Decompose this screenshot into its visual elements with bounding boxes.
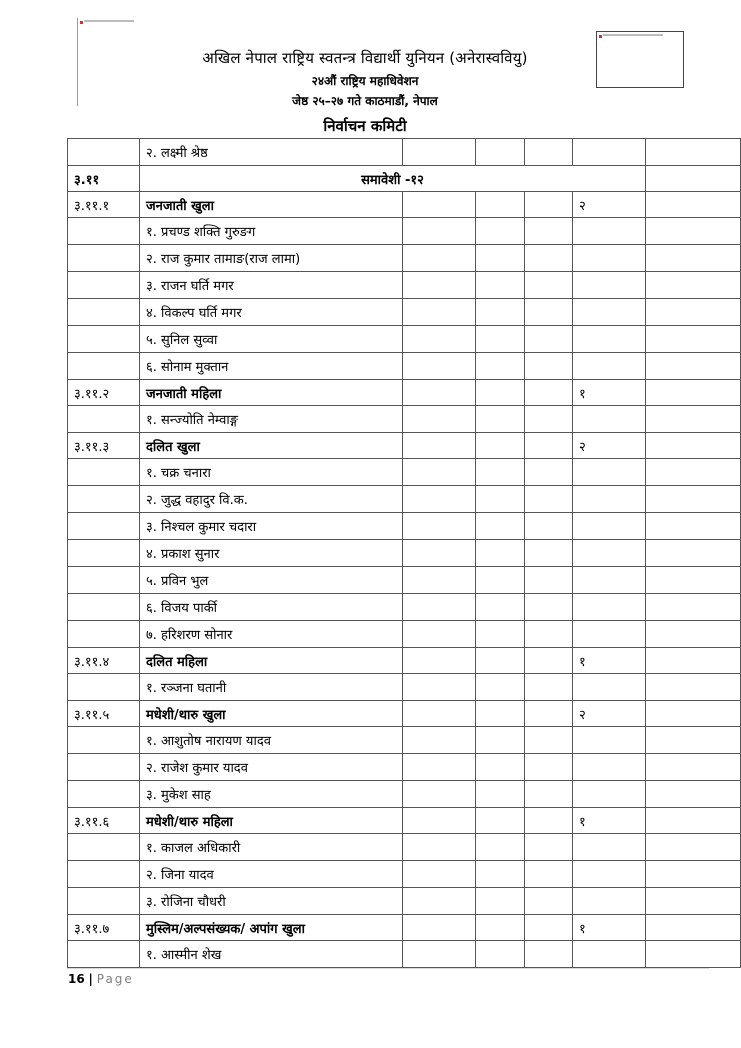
section-number: ३.११.३ xyxy=(68,433,140,459)
member-row xyxy=(68,540,741,567)
seat-count xyxy=(573,353,646,380)
empty-cell xyxy=(525,192,573,218)
empty-cell xyxy=(403,272,476,299)
empty-cell xyxy=(646,701,741,727)
convention-title: २४औं राष्ट्रिय महाधिवेशन xyxy=(311,74,419,88)
empty-cell xyxy=(476,941,525,968)
right-logo xyxy=(596,31,684,88)
member-name: २. राजेश कुमार यादव xyxy=(140,754,403,781)
member-name: ४. विकल्प घर्ति मगर xyxy=(140,299,403,326)
subcategory-title: मधेशी/थारु खुला xyxy=(140,701,403,727)
seat-count xyxy=(573,406,646,433)
section-number: ३.११.१ xyxy=(68,192,140,218)
empty-cell xyxy=(476,701,525,727)
empty-cell xyxy=(525,567,573,594)
empty-cell xyxy=(476,486,525,513)
section-number xyxy=(68,567,140,594)
subcategory-title: दलित खुला xyxy=(140,433,403,459)
empty-cell xyxy=(646,406,741,433)
seat-count xyxy=(573,567,646,594)
empty-cell xyxy=(403,861,476,888)
empty-cell xyxy=(525,326,573,353)
empty-cell xyxy=(476,406,525,433)
empty-cell xyxy=(525,486,573,513)
empty-cell xyxy=(525,781,573,808)
member-name: १. प्रचण्ड शक्ति गुरुङग xyxy=(140,218,403,245)
empty-cell xyxy=(646,888,741,915)
member-row xyxy=(68,834,741,861)
empty-cell xyxy=(403,674,476,701)
section-number: ३.११.५ xyxy=(68,701,140,727)
seat-count xyxy=(573,834,646,861)
subcategory-row xyxy=(68,380,741,406)
empty-cell xyxy=(646,915,741,941)
empty-cell xyxy=(403,406,476,433)
page-label: Page xyxy=(96,972,134,986)
section-number xyxy=(68,621,140,648)
member-name: ५. सुनिल सुव्वा xyxy=(140,326,403,353)
section-number: ३.११.६ xyxy=(68,808,140,834)
empty-cell xyxy=(646,380,741,406)
logo-mark xyxy=(599,35,602,38)
empty-cell xyxy=(525,433,573,459)
seat-count xyxy=(573,218,646,245)
empty-cell xyxy=(525,834,573,861)
empty-cell xyxy=(476,834,525,861)
member-row xyxy=(68,245,741,272)
footer-separator: | xyxy=(88,972,93,986)
subcategory-title: मुस्लिम/अल्पसंख्यक/ अपांग खुला xyxy=(140,915,403,941)
seat-count xyxy=(573,727,646,754)
subcategory-row xyxy=(68,808,741,834)
empty-cell xyxy=(646,433,741,459)
section-number xyxy=(68,861,140,888)
empty-cell xyxy=(403,245,476,272)
empty-cell xyxy=(403,834,476,861)
empty-cell xyxy=(403,648,476,674)
member-name: ३. रोजिना चौधरी xyxy=(140,888,403,915)
empty-cell xyxy=(476,459,525,486)
empty-cell xyxy=(403,433,476,459)
empty-cell xyxy=(476,245,525,272)
empty-cell xyxy=(646,754,741,781)
member-row xyxy=(68,218,741,245)
empty-cell xyxy=(646,353,741,380)
member-name: १. आस्मीन शेख xyxy=(140,941,403,968)
seat-count xyxy=(573,781,646,808)
empty-cell xyxy=(476,353,525,380)
member-row xyxy=(68,272,741,299)
empty-cell xyxy=(403,754,476,781)
section-number xyxy=(68,459,140,486)
section-number xyxy=(68,486,140,513)
empty-cell xyxy=(646,781,741,808)
section-title: निर्वाचन कमिटी xyxy=(323,117,407,135)
seat-count xyxy=(573,594,646,621)
empty-cell xyxy=(646,245,741,272)
empty-cell xyxy=(525,915,573,941)
section-number xyxy=(68,781,140,808)
empty-cell xyxy=(525,353,573,380)
member-name: ४. प्रकाश सुनार xyxy=(140,540,403,567)
section-number xyxy=(68,406,140,433)
empty-cell xyxy=(646,941,741,968)
seat-count xyxy=(573,754,646,781)
seat-count xyxy=(573,459,646,486)
empty-cell xyxy=(403,540,476,567)
seat-count xyxy=(573,139,646,166)
empty-cell xyxy=(476,272,525,299)
seat-count: १ xyxy=(573,648,646,674)
footer-divider xyxy=(67,968,709,969)
subcategory-title: जनजाती महिला xyxy=(140,380,403,406)
convention-dates: जेष्ठ २५–२७ गते काठमाडौं, नेपाल xyxy=(292,94,438,108)
empty-cell xyxy=(476,540,525,567)
empty-cell xyxy=(525,754,573,781)
member-row xyxy=(68,139,741,166)
empty-cell xyxy=(403,326,476,353)
empty-cell xyxy=(476,888,525,915)
page-number: 16 xyxy=(68,972,85,986)
empty-cell xyxy=(403,567,476,594)
empty-cell xyxy=(476,915,525,941)
subcategory-row xyxy=(68,648,741,674)
empty-cell xyxy=(525,406,573,433)
empty-cell xyxy=(646,513,741,540)
section-number xyxy=(68,754,140,781)
member-name: ३. राजन घर्ति मगर xyxy=(140,272,403,299)
empty-cell xyxy=(525,380,573,406)
member-row xyxy=(68,299,741,326)
empty-cell xyxy=(525,701,573,727)
empty-cell xyxy=(403,781,476,808)
empty-cell xyxy=(403,192,476,218)
empty-cell xyxy=(403,808,476,834)
empty-cell xyxy=(476,594,525,621)
empty-cell xyxy=(525,513,573,540)
empty-cell xyxy=(525,674,573,701)
section-number xyxy=(68,594,140,621)
empty-cell xyxy=(646,192,741,218)
member-name: ७. हरिशरण सोनार xyxy=(140,621,403,648)
seat-count: २ xyxy=(573,433,646,459)
member-name: १. आशुतोष नारायण यादव xyxy=(140,727,403,754)
committee-table xyxy=(67,138,741,968)
section-number xyxy=(68,245,140,272)
empty-cell xyxy=(646,808,741,834)
empty-cell xyxy=(525,218,573,245)
empty-cell xyxy=(476,139,525,166)
member-name: २. राज कुमार तामाङ(राज लामा) xyxy=(140,245,403,272)
member-name: ६. सोनाम मुक्तान xyxy=(140,353,403,380)
empty-cell xyxy=(476,621,525,648)
empty-cell xyxy=(476,218,525,245)
empty-cell xyxy=(476,380,525,406)
section-number xyxy=(68,941,140,968)
member-row xyxy=(68,567,741,594)
empty-cell xyxy=(476,648,525,674)
empty-cell xyxy=(525,139,573,166)
member-name: १. सन्ज्योति नेम्वाङ्ग xyxy=(140,406,403,433)
member-row xyxy=(68,861,741,888)
page-footer xyxy=(68,972,134,986)
empty-cell xyxy=(525,245,573,272)
seat-count: २ xyxy=(573,192,646,218)
empty-cell xyxy=(646,861,741,888)
empty-cell xyxy=(403,513,476,540)
member-name: २. जिना यादव xyxy=(140,861,403,888)
empty-cell xyxy=(403,380,476,406)
logo-caption xyxy=(84,20,134,22)
member-name: १. काजल अधिकारी xyxy=(140,834,403,861)
member-row xyxy=(68,941,741,968)
seat-count xyxy=(573,299,646,326)
empty-cell xyxy=(476,326,525,353)
empty-cell xyxy=(525,621,573,648)
member-row xyxy=(68,486,741,513)
empty-cell xyxy=(646,648,741,674)
empty-cell xyxy=(646,621,741,648)
left-logo xyxy=(77,18,138,106)
member-name: १. चक्र चनारा xyxy=(140,459,403,486)
member-name: ६. विजय पार्की xyxy=(140,594,403,621)
section-number xyxy=(68,139,140,166)
seat-count: २ xyxy=(573,701,646,727)
empty-cell xyxy=(403,727,476,754)
section-number: ३.११.२ xyxy=(68,380,140,406)
organization-title: अखिल नेपाल राष्ट्रिय स्वतन्त्र विद्यार्थी युनियन (अनेरास्ववियु) xyxy=(202,49,528,67)
empty-cell xyxy=(525,648,573,674)
section-number xyxy=(68,353,140,380)
seat-count: १ xyxy=(573,808,646,834)
section-number xyxy=(68,299,140,326)
subcategory-title: दलित महिला xyxy=(140,648,403,674)
member-row xyxy=(68,727,741,754)
empty-cell xyxy=(403,915,476,941)
section-number: ३.११.७ xyxy=(68,915,140,941)
empty-cell xyxy=(403,459,476,486)
seat-count xyxy=(573,941,646,968)
empty-cell xyxy=(646,594,741,621)
seat-count xyxy=(573,513,646,540)
member-name: ३. निश्चल कुमार चदारा xyxy=(140,513,403,540)
empty-cell xyxy=(646,567,741,594)
section-number xyxy=(68,218,140,245)
empty-cell xyxy=(476,674,525,701)
seat-count xyxy=(573,486,646,513)
empty-cell xyxy=(525,299,573,326)
empty-cell xyxy=(525,861,573,888)
seat-count: १ xyxy=(573,915,646,941)
category-title: समावेशी -१२ xyxy=(140,166,646,192)
empty-cell xyxy=(525,808,573,834)
member-row xyxy=(68,621,741,648)
member-row xyxy=(68,353,741,380)
empty-cell xyxy=(646,299,741,326)
empty-cell xyxy=(476,861,525,888)
logo-mark xyxy=(80,21,83,24)
empty-cell xyxy=(476,781,525,808)
empty-cell xyxy=(403,139,476,166)
empty-cell xyxy=(403,888,476,915)
member-row xyxy=(68,888,741,915)
empty-cell xyxy=(403,299,476,326)
member-row xyxy=(68,674,741,701)
subcategory-row xyxy=(68,192,741,218)
empty-cell xyxy=(525,272,573,299)
empty-cell xyxy=(403,941,476,968)
empty-cell xyxy=(646,326,741,353)
empty-cell xyxy=(646,540,741,567)
seat-count xyxy=(573,888,646,915)
member-row xyxy=(68,781,741,808)
member-name: २. लक्ष्मी श्रेष्ठ xyxy=(140,139,403,166)
empty-cell xyxy=(525,888,573,915)
member-row xyxy=(68,459,741,486)
seat-count xyxy=(573,540,646,567)
empty-cell xyxy=(646,218,741,245)
empty-cell xyxy=(525,727,573,754)
section-number xyxy=(68,513,140,540)
section-number xyxy=(68,326,140,353)
seat-count xyxy=(573,861,646,888)
member-name: १. रञ्जना घतानी xyxy=(140,674,403,701)
member-row xyxy=(68,594,741,621)
section-number: ३.११.४ xyxy=(68,648,140,674)
subcategory-row xyxy=(68,915,741,941)
member-name: ३. मुकेश साह xyxy=(140,781,403,808)
seat-count xyxy=(573,245,646,272)
empty-cell xyxy=(646,139,741,166)
subcategory-row xyxy=(68,433,741,459)
seat-count: १ xyxy=(573,380,646,406)
section-number: ३.११ xyxy=(68,166,140,192)
empty-cell xyxy=(476,513,525,540)
empty-cell xyxy=(403,701,476,727)
empty-cell xyxy=(403,218,476,245)
member-row xyxy=(68,406,741,433)
seat-count xyxy=(573,272,646,299)
member-name: २. जुद्ध वहादुर वि.क. xyxy=(140,486,403,513)
seat-count xyxy=(573,326,646,353)
member-row xyxy=(68,754,741,781)
empty-cell xyxy=(646,727,741,754)
empty-cell xyxy=(403,353,476,380)
seat-count xyxy=(573,621,646,648)
section-number xyxy=(68,834,140,861)
empty-cell xyxy=(646,674,741,701)
empty-cell xyxy=(476,754,525,781)
empty-cell xyxy=(476,808,525,834)
empty-cell xyxy=(525,540,573,567)
empty-cell xyxy=(476,192,525,218)
empty-cell xyxy=(476,727,525,754)
section-number xyxy=(68,540,140,567)
empty-cell xyxy=(646,166,741,192)
empty-cell xyxy=(476,299,525,326)
seat-count xyxy=(573,674,646,701)
section-number xyxy=(68,674,140,701)
section-number xyxy=(68,888,140,915)
empty-cell xyxy=(476,433,525,459)
subcategory-title: मधेशी/थारु महिला xyxy=(140,808,403,834)
empty-cell xyxy=(646,459,741,486)
empty-cell xyxy=(525,941,573,968)
member-row xyxy=(68,513,741,540)
empty-cell xyxy=(525,459,573,486)
empty-cell xyxy=(403,594,476,621)
category-row xyxy=(68,166,741,192)
section-number xyxy=(68,727,140,754)
subcategory-row xyxy=(68,701,741,727)
empty-cell xyxy=(646,272,741,299)
logo-caption xyxy=(603,34,663,36)
section-number xyxy=(68,272,140,299)
empty-cell xyxy=(525,594,573,621)
member-row xyxy=(68,326,741,353)
empty-cell xyxy=(646,834,741,861)
member-name: ५. प्रविन भुल xyxy=(140,567,403,594)
empty-cell xyxy=(403,621,476,648)
empty-cell xyxy=(403,486,476,513)
empty-cell xyxy=(646,486,741,513)
empty-cell xyxy=(476,567,525,594)
subcategory-title: जनजाती खुला xyxy=(140,192,403,218)
